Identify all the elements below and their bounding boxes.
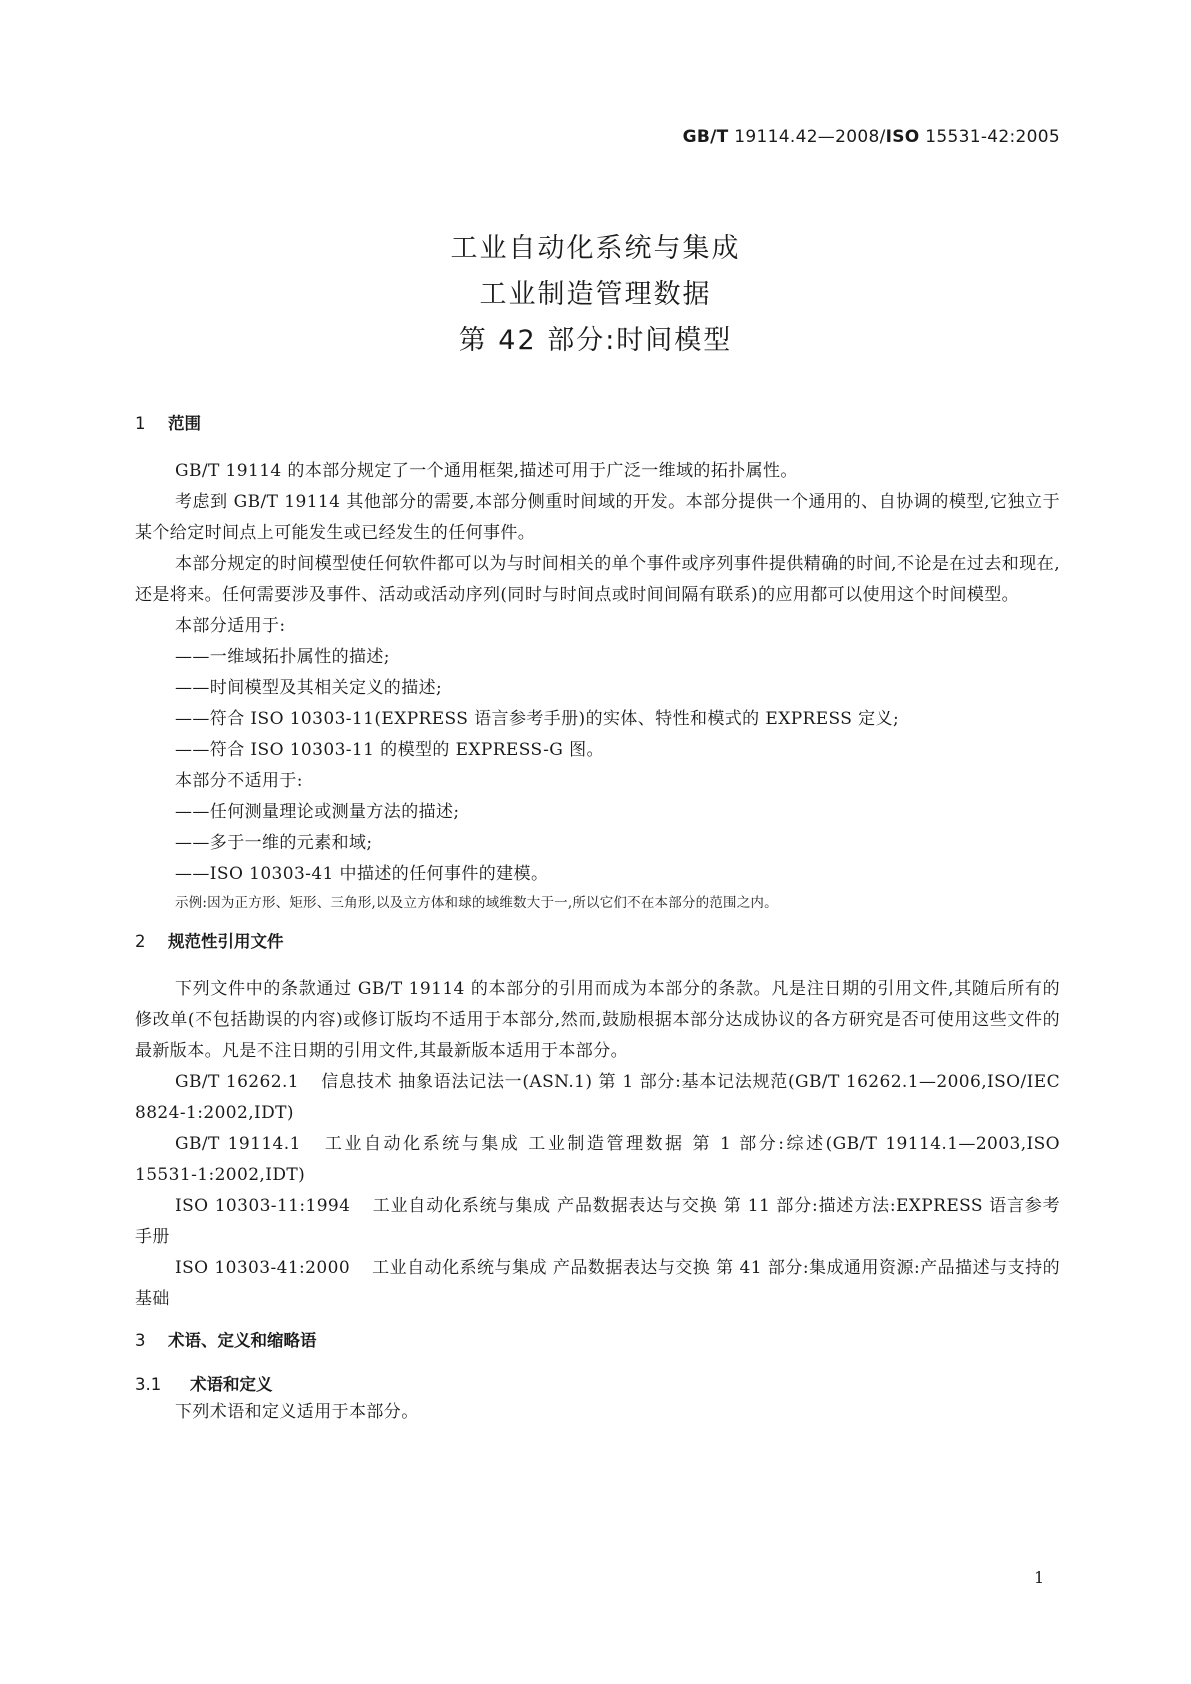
section-3-1-heading: 3.1 术语和定义: [135, 1375, 273, 1394]
not-applies-item: ——ISO 10303-41 中描述的任何事件的建模。: [175, 864, 549, 884]
section-1-paragraph: GB/T 19114 的本部分规定了一个通用框架,描述可用于广泛一维域的拓扑属性。: [175, 461, 798, 481]
section-1-paragraph: 本部分规定的时间模型使任何软件都可以为与时间相关的单个事件或序列事件提供精确的时间,不论是在过去和现在,还是将来。任何需要涉及事件、活动或活动序列(同时与时间点或时间间隔有联系)的应用都可以使用这个时间模型。: [135, 554, 1060, 605]
applies-label: 本部分适用于:: [175, 616, 286, 636]
applies-item: ——一维域拓扑属性的描述;: [175, 647, 390, 667]
applies-item: ——符合 ISO 10303-11 的模型的 EXPRESS-G 图。: [175, 740, 604, 760]
normative-reference: GB/T 19114.1 工业自动化系统与集成 工业制造管理数据 第 1 部分:综述(GB/T 19114.1—2003,ISO 15531-1:2002,IDT): [135, 1134, 1060, 1185]
applies-item: ——时间模型及其相关定义的描述;: [175, 678, 443, 698]
document-body: [135, 412, 1060, 1428]
not-applies-item: ——多于一维的元素和域;: [175, 833, 373, 853]
applies-item: ——符合 ISO 10303-11(EXPRESS 语言参考手册)的实体、特性和模式的 EXPRESS 定义;: [175, 709, 900, 729]
normative-reference: ISO 10303-11:1994 工业自动化系统与集成 产品数据表达与交换 第 11 部分:描述方法:EXPRESS 语言参考手册: [135, 1196, 1060, 1247]
example-note: 示例:因为正方形、矩形、三角形,以及立方体和球的域维数大于一,所以它们不在本部分的范围之内。: [175, 895, 778, 911]
section-3-heading: 3 术语、定义和缩略语: [135, 1331, 317, 1350]
iso-number: 15531-42:2005: [925, 127, 1060, 147]
not-applies-item: ——任何测量理论或测量方法的描述;: [175, 802, 460, 822]
page-number: 1: [1034, 1568, 1045, 1587]
section-1-heading: 1 范围: [135, 414, 201, 433]
section-2-intro: 下列文件中的条款通过 GB/T 19114 的本部分的引用而成为本部分的条款。凡是注日期的引用文件,其随后所有的修改单(不包括勘误的内容)或修订版均不适用于本部分,然而,鼓励根据本部分达成协议的各方研究是否可使用这些文件的最新版本。凡是不注日期的引用文件,其最新版本适用于本部分。: [135, 979, 1060, 1061]
section-1-paragraph: 考虑到 GB/T 19114 其他部分的需要,本部分侧重时间域的开发。本部分提供一个通用的、自协调的模型,它独立于某个给定时间点上可能发生或已经发生的任何事件。: [135, 492, 1060, 543]
iso-prefix: ISO: [885, 127, 920, 147]
standard-number-header: [683, 127, 1060, 147]
std-number: 19114.42—2008/: [734, 127, 886, 147]
not-applies-label: 本部分不适用于:: [175, 771, 303, 791]
section-3-1-intro: 下列术语和定义适用于本部分。: [175, 1402, 419, 1422]
title-line-2: 工业制造管理数据: [479, 279, 712, 310]
std-prefix: GB/T: [682, 127, 729, 147]
normative-reference: GB/T 16262.1 信息技术 抽象语法记法一(ASN.1) 第 1 部分:基本记法规范(GB/T 16262.1—2006,ISO/IEC 8824-1:2002,IDT): [135, 1072, 1060, 1123]
document-title: [0, 226, 1191, 364]
section-2-heading: 2 规范性引用文件: [135, 932, 284, 951]
title-line-3: 第 42 部分:时间模型: [458, 325, 733, 356]
title-line-1: 工业自动化系统与集成: [450, 233, 741, 264]
normative-reference: ISO 10303-41:2000 工业自动化系统与集成 产品数据表达与交换 第 41 部分:集成通用资源:产品描述与支持的基础: [135, 1258, 1060, 1309]
